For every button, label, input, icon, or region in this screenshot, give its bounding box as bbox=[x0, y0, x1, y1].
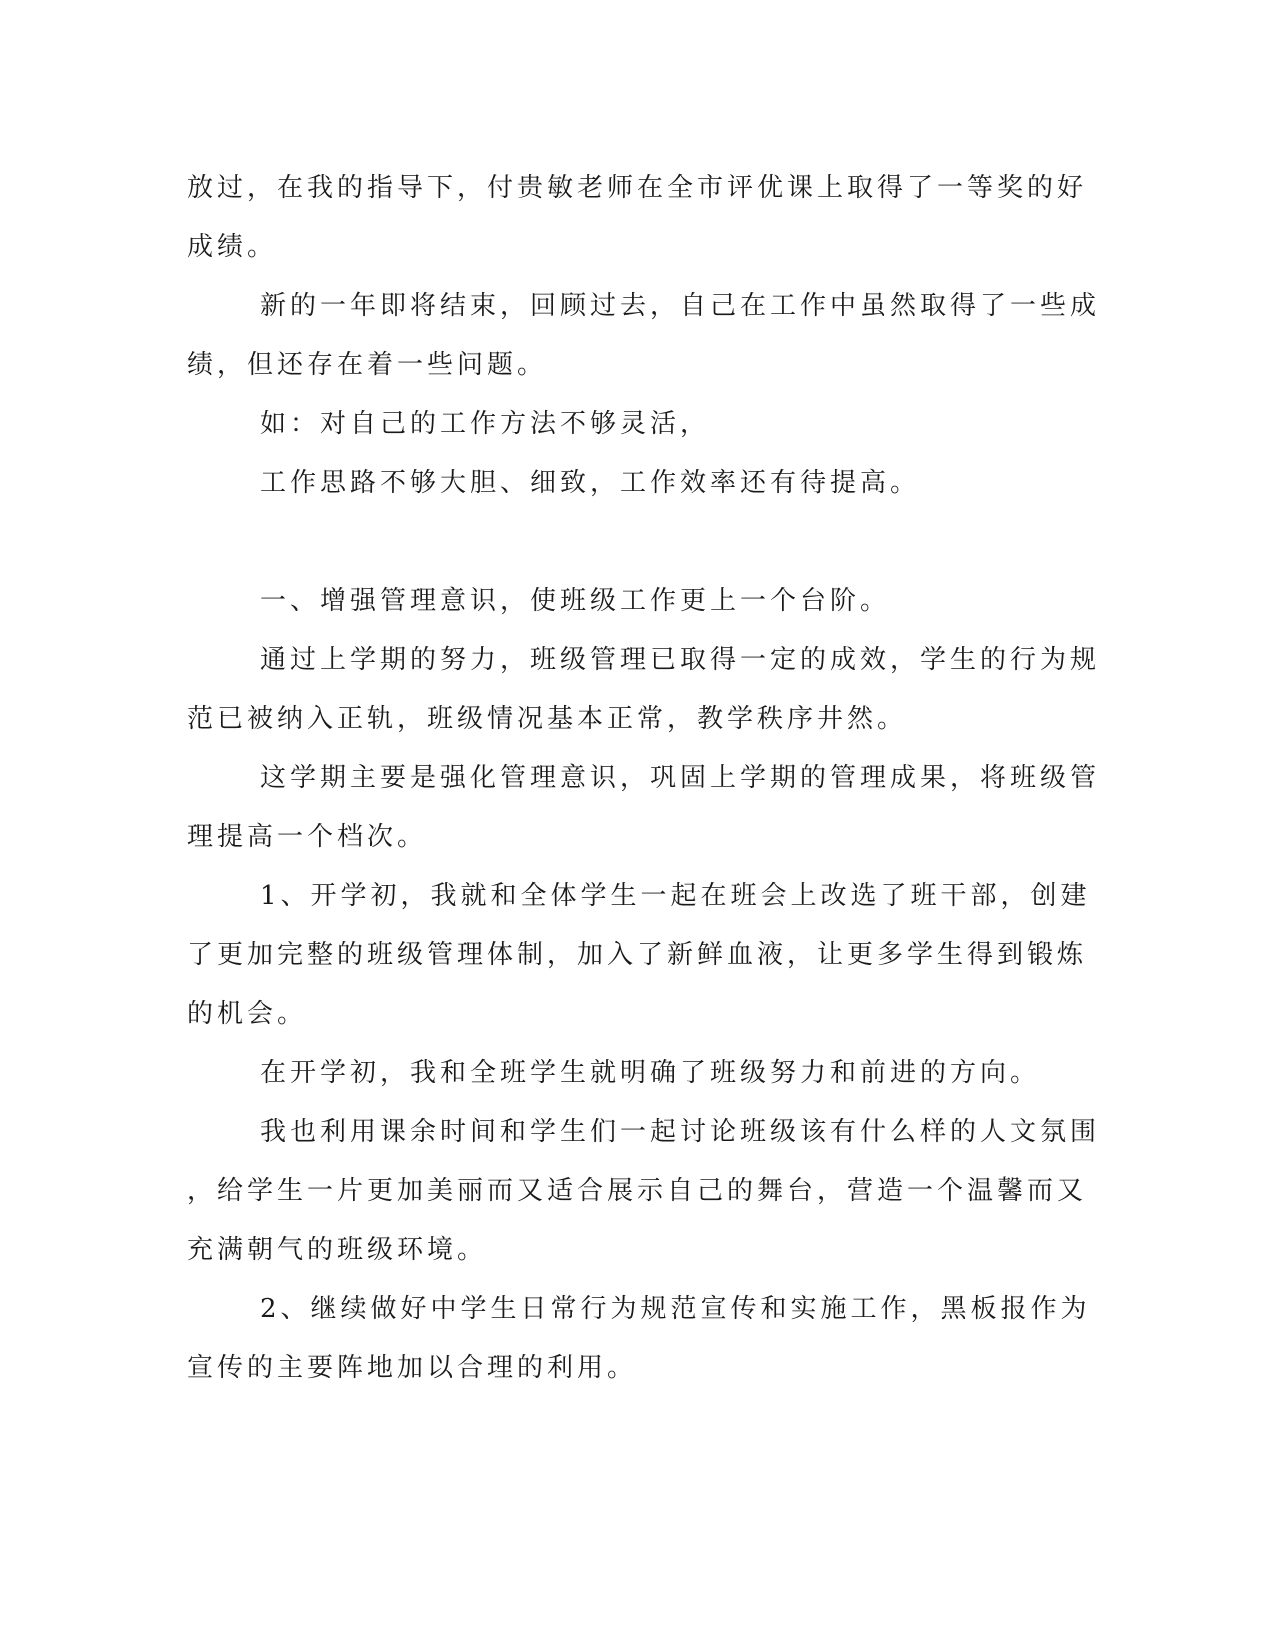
text-line: 我也利用课余时间和学生们一起讨论班级该有什么样的人文氛围 bbox=[260, 1117, 1101, 1147]
text-line: 如：对自己的工作方法不够灵活， bbox=[260, 409, 711, 439]
section-heading: 一、增强管理意识，使班级工作更上一个台阶。 bbox=[260, 586, 891, 616]
text-line: 放过，在我的指导下，付贵敏老师在全市评优课上取得了一等奖的好 bbox=[187, 173, 1088, 203]
text-line: ，给学生一片更加美丽而又适合展示自己的舞台，营造一个温馨而又 bbox=[187, 1176, 1088, 1206]
text-line: 新的一年即将结束，回顾过去，自己在工作中虽然取得了一些成 bbox=[260, 291, 1101, 321]
text-line: 的机会。 bbox=[187, 999, 308, 1029]
text-line: 绩，但还存在着一些问题。 bbox=[187, 350, 548, 380]
text-line: 充满朝气的班级环境。 bbox=[187, 1235, 488, 1265]
text-line: 通过上学期的努力，班级管理已取得一定的成效，学生的行为规 bbox=[260, 645, 1101, 675]
text-line: 这学期主要是强化管理意识，巩固上学期的管理成果，将班级管 bbox=[260, 763, 1101, 793]
text-line: 理提高一个档次。 bbox=[187, 822, 428, 852]
text-line: 在开学初，我和全班学生就明确了班级努力和前进的方向。 bbox=[260, 1058, 1041, 1088]
text-line: 成绩。 bbox=[187, 232, 278, 262]
text-line: 2、继续做好中学生日常行为规范宣传和实施工作，黑板报作为 bbox=[260, 1294, 1091, 1324]
text-line: 了更加完整的班级管理体制，加入了新鲜血液，让更多学生得到锻炼 bbox=[187, 940, 1088, 970]
text-line: 工作思路不够大胆、细致，工作效率还有待提高。 bbox=[260, 468, 921, 498]
text-line: 宣传的主要阵地加以合理的利用。 bbox=[187, 1353, 638, 1383]
text-line: 范已被纳入正轨，班级情况基本正常，教学秩序井然。 bbox=[187, 704, 908, 734]
text-line: 1、开学初，我就和全体学生一起在班会上改选了班干部，创建 bbox=[260, 881, 1091, 911]
